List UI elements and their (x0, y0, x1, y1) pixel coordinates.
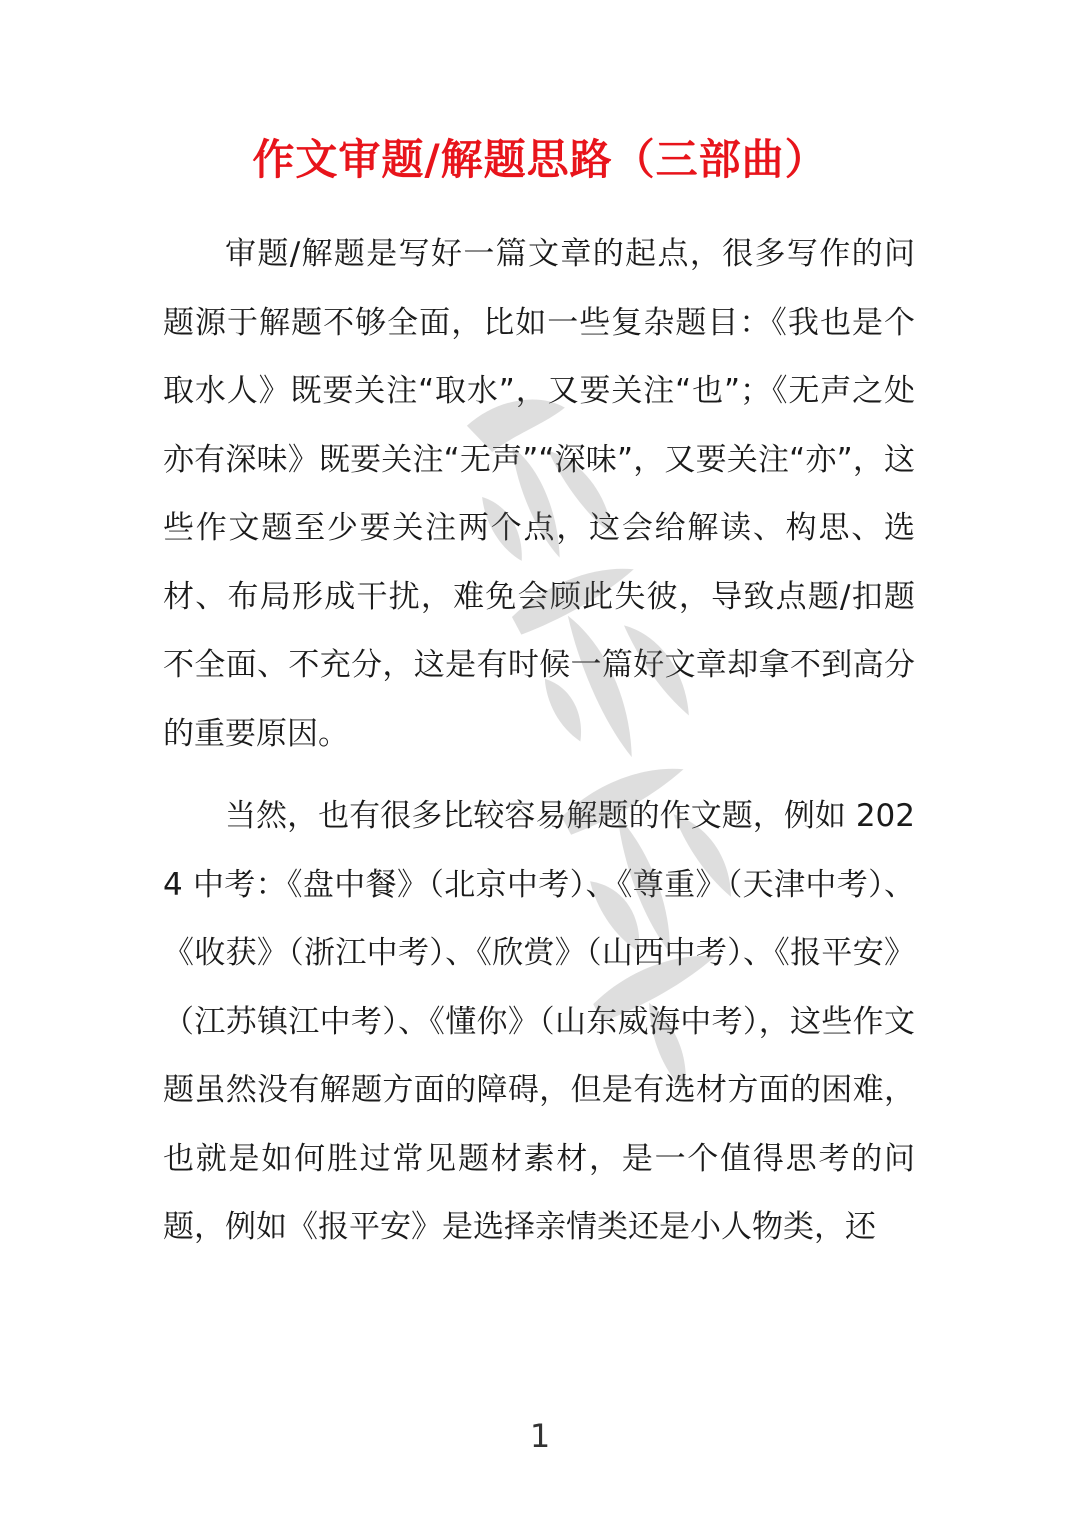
article-body (163, 220, 915, 1276)
paragraph-1: 审题/解题是写好一篇文章的起点，很多写作的问题源于解题不够全面，比如一些复杂题目：《我也是个取水人》既要关注“取水”，又要关注“也”；《无声之处亦有深味》既要关注“无声”“深味”，又要关注“亦”，这些作文题至少要关注两个点，这会给解读、构思、选材、布局形成干扰，难免会顾此失彼，导致点题/扣题不全面、不充分，这是有时候一篇好文章却拿不到高分的重要原因。 (163, 236, 915, 752)
page-number: 1 (529, 1417, 551, 1455)
page-title: 作文审题/解题思路（三部曲） (252, 135, 828, 184)
paragraph-2: 当然，也有很多比较容易解题的作文题，例如 2024 中考：《盘中餐》（北京中考）、《尊重》（天津中考）、《收获》（浙江中考）、《欣赏》（山西中考）、《报平安》（江苏镇江中考）、《懂你》（山东威海中考），这些作文题虽然没有解题方面的障碍，但是有选材方面的困难，也就是如何胜过常见题材素材，是一个值得思考的问题，例如《报平安》是选择亲情类还是小人物类，还 (163, 798, 915, 1245)
